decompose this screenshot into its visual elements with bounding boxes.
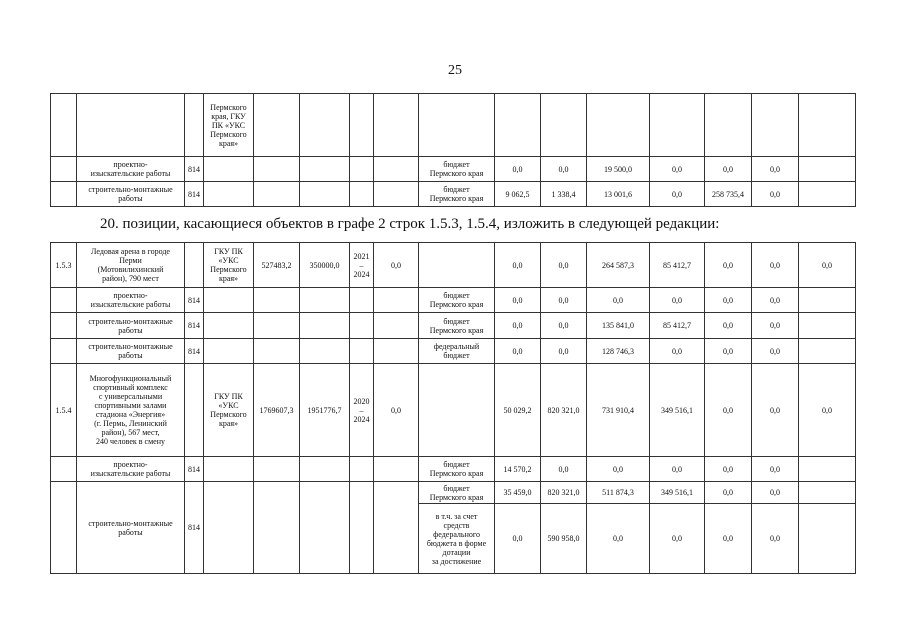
object-name: Ледовая арена в городе Перми (Мотовилихинский район), 790 мест: [77, 243, 185, 288]
value-cell: 731 910,4: [587, 364, 650, 457]
value-cell: 349 516,1: [650, 364, 705, 457]
work-name: проектно- изыскательские работы: [77, 157, 185, 182]
table-row: [51, 457, 856, 482]
source-cell: федеральный бюджет: [419, 339, 495, 364]
value-cell: 0,0: [587, 457, 650, 482]
table-row: [51, 243, 856, 288]
value-cell: 0,0: [752, 339, 799, 364]
value-cell: 349 516,1: [650, 482, 705, 504]
table-row: [51, 482, 856, 504]
value-cell: 0,0: [705, 157, 752, 182]
work-name: строительно-монтажные работы: [77, 339, 185, 364]
value-cell: 135 841,0: [587, 313, 650, 339]
cost-cell: 1951776,7: [300, 364, 350, 457]
section-heading: 20. позиции, касающиеся объектов в графе 2 строк 1.5.3, 1.5.4, изложить в следующей редакции:: [100, 216, 720, 232]
value-cell: 0,0: [752, 182, 799, 207]
table-row: [51, 182, 856, 207]
value-cell: 0,0: [705, 288, 752, 313]
value-cell: 0,0: [587, 288, 650, 313]
value-cell: 0,0: [752, 243, 799, 288]
table-row: [51, 364, 856, 457]
source-cell: бюджет Пермского края: [419, 182, 495, 207]
value-cell: 0,0: [495, 243, 541, 288]
object-name: Многофункциональный спортивный комплекс с универсальными спортивными залами стадиона «Энергия» (г. Пермь, Ленинский район), 567 мест, 240 человек в смену: [77, 364, 185, 457]
value-cell: 0,0: [495, 288, 541, 313]
value-cell: 820 321,0: [541, 482, 587, 504]
table-row: [51, 339, 856, 364]
value-cell: 0,0: [705, 504, 752, 574]
source-cell: бюджет Пермского края: [419, 482, 495, 504]
work-name: проектно- изыскательские работы: [77, 288, 185, 313]
value-cell: 0,0: [752, 504, 799, 574]
org-cell: ГКУ ПК «УКС Пермского края»: [204, 364, 254, 457]
org-cell: Пермского края, ГКУ ПК «УКС Пермского края»: [204, 94, 254, 157]
table-row: [51, 157, 856, 182]
value-cell: 0,0: [587, 504, 650, 574]
value-cell: 0,0: [650, 288, 705, 313]
continued-table: [50, 93, 856, 207]
value-cell: 0,0: [752, 482, 799, 504]
source-cell: бюджет Пермского края: [419, 288, 495, 313]
value-cell: 0,0: [650, 504, 705, 574]
code-cell: 814: [185, 182, 204, 207]
value-cell: 0,0: [705, 313, 752, 339]
value-cell: 85 412,7: [650, 243, 705, 288]
value-cell: 9 062,5: [495, 182, 541, 207]
value-cell: 0,0: [541, 457, 587, 482]
value-cell: 0,0: [752, 457, 799, 482]
value-cell: 0,0: [495, 313, 541, 339]
table-row: [51, 313, 856, 339]
value-cell: 0,0: [650, 339, 705, 364]
years-cell: 2021 – 2024: [350, 243, 374, 288]
value-cell: 0,0: [541, 288, 587, 313]
value-cell: 0,0: [752, 313, 799, 339]
value-cell: 0,0: [374, 364, 419, 457]
work-name: проектно- изыскательские работы: [77, 457, 185, 482]
code-cell: 814: [185, 339, 204, 364]
value-cell: 0,0: [799, 364, 856, 457]
code-cell: 814: [185, 313, 204, 339]
value-cell: 0,0: [799, 243, 856, 288]
value-cell: 19 500,0: [587, 157, 650, 182]
table-row: [51, 288, 856, 313]
value-cell: 0,0: [650, 157, 705, 182]
org-cell: ГКУ ПК «УКС Пермского края»: [204, 243, 254, 288]
source-cell: бюджет Пермского края: [419, 313, 495, 339]
value-cell: 0,0: [752, 157, 799, 182]
value-cell: 264 587,3: [587, 243, 650, 288]
row-number: 1.5.3: [51, 243, 77, 288]
row-number: 1.5.4: [51, 364, 77, 457]
value-cell: 0,0: [705, 457, 752, 482]
objects-table: [50, 242, 856, 574]
value-cell: 85 412,7: [650, 313, 705, 339]
value-cell: 0,0: [752, 288, 799, 313]
value-cell: 258 735,4: [705, 182, 752, 207]
value-cell: 0,0: [541, 313, 587, 339]
value-cell: 0,0: [705, 339, 752, 364]
value-cell: 128 746,3: [587, 339, 650, 364]
code-cell: 814: [185, 288, 204, 313]
value-cell: 0,0: [541, 243, 587, 288]
value-cell: 590 958,0: [541, 504, 587, 574]
source-cell: бюджет Пермского края: [419, 457, 495, 482]
work-name: строительно-монтажные работы: [77, 182, 185, 207]
source-cell: в т.ч. за счет средств федерального бюджета в форме дотации за достижение: [419, 504, 495, 574]
value-cell: 0,0: [541, 157, 587, 182]
value-cell: 0,0: [705, 364, 752, 457]
value-cell: 1 338,4: [541, 182, 587, 207]
table-row: [51, 94, 856, 157]
cost-cell: 527483,2: [254, 243, 300, 288]
value-cell: 0,0: [650, 457, 705, 482]
code-cell: 814: [185, 457, 204, 482]
value-cell: 0,0: [541, 339, 587, 364]
value-cell: 50 029,2: [495, 364, 541, 457]
value-cell: 0,0: [495, 504, 541, 574]
value-cell: 0,0: [374, 243, 419, 288]
cost-cell: 350000,0: [300, 243, 350, 288]
work-name: строительно-монтажные работы: [77, 313, 185, 339]
value-cell: 35 459,0: [495, 482, 541, 504]
code-cell: 814: [185, 157, 204, 182]
work-name: строительно-монтажные работы: [77, 482, 185, 574]
value-cell: 0,0: [752, 364, 799, 457]
cost-cell: 1769607,3: [254, 364, 300, 457]
value-cell: 0,0: [495, 157, 541, 182]
page-number: 25: [448, 63, 462, 78]
source-cell: бюджет Пермского края: [419, 157, 495, 182]
value-cell: 14 570,2: [495, 457, 541, 482]
years-cell: 2020 – 2024: [350, 364, 374, 457]
value-cell: 0,0: [495, 339, 541, 364]
value-cell: 511 874,3: [587, 482, 650, 504]
value-cell: 0,0: [650, 182, 705, 207]
value-cell: 0,0: [705, 482, 752, 504]
value-cell: 13 001,6: [587, 182, 650, 207]
code-cell: 814: [185, 482, 204, 574]
value-cell: 0,0: [705, 243, 752, 288]
value-cell: 820 321,0: [541, 364, 587, 457]
